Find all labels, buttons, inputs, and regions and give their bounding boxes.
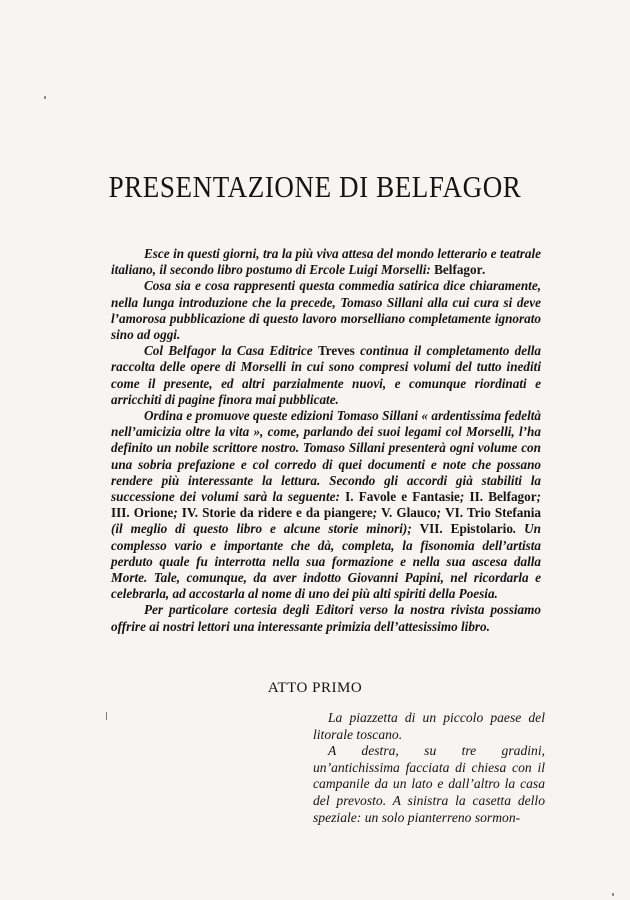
volume-title: II. Belfagor <box>469 489 537 505</box>
paper-speck <box>106 712 107 720</box>
upright-belfagor: Belfagor <box>434 262 483 278</box>
upright-treves: Treves <box>317 343 355 359</box>
volume-title: VII. Epistolario <box>419 521 513 537</box>
intro-paragraph-2: Cosa sia e cosa rappresenti questa commedia satirica dice chiaramente, nella lunga introduzione che la precede, Tomaso Sillani alla cui cura si deve l’amorosa pubblicazione di questo lavoro morselliano completamente ignorato sino ad oggi. <box>111 278 541 343</box>
act-title: ATTO PRIMO <box>267 680 363 696</box>
presentation-text <box>111 246 541 635</box>
page-title: PRESENTAZIONE DI BELFAGOR <box>108 170 522 204</box>
volume-title: VI. Trio Stefania <box>445 505 541 521</box>
intro-paragraph-4: Ordina e promuove queste edizioni Tomaso Sillani « ardentissima fedeltà nell’amicizia oltre la vita », come, parlando dei suoi legami col Morselli, l’ha definito un nobile scrittore nostro. Tomaso Sillani presenterà ogni volume con una sobria prefazione e col corredo di quei documenti e note che possano rendere più interessante la lettura. Secondo gli accordi già stabiliti la successione dei volumi sarà la seguente: I. Favole e Fantasie; II. Belfagor; III. Orione; IV. Storie da ridere e da piangere; V. Glauco; VI. Trio Stefania (il meglio di questo libro e alcune storie minori); VII. Epistolario. Un complesso vario e importante che dà, completa, la fisonomia dell’artista perduto quale fu interrotta nella sua formazione e nella sua ascesa dalla Morte. Tale, comunque, da aver indotto Giovanni Papini, nel ricordarla e celebrarla, ad accostarla al nome di uno dei più alti spiriti della Poesia. <box>111 408 542 602</box>
volume-title: V. Glauco <box>381 505 437 521</box>
intro-paragraph-1: Esce in questi giorni, tra la più viva attesa del mondo letterario e teatrale italiano, il secondo libro postumo di Ercole Luigi Morselli: Belfagor. <box>111 246 541 278</box>
paper-speck <box>44 96 46 99</box>
stage-direction-2: A destra, su tre gradini, un’antichissima facciata di chiesa con il campanile da un lato e dall’altro la casa del prevosto. A sinistra la casetta dello speziale: un solo pianterreno sormon- <box>313 743 545 825</box>
paper-speck <box>612 893 614 896</box>
intro-paragraph-5: Per particolare cortesia degli Editori verso la nostra rivista possiamo offrire ai nostri lettori una interessante primizia dell’attesissimo libro. <box>111 602 541 634</box>
volume-title: IV. Storie da ridere e da piangere <box>181 505 373 521</box>
volume-title: III. Orione <box>111 505 174 521</box>
stage-directions <box>313 710 545 826</box>
stage-direction-1: La piazzetta di un piccolo paese del litorale toscano. <box>313 710 545 742</box>
intro-paragraph-3: Col Belfagor la Casa Editrice Treves continua il completamento della raccolta delle opere di Morselli in cui sono compresi volumi del tutto inediti come il presente, ed altri parzialmente nuovi, e comunque riordinati e arricchiti di pagine finora mai pubblicate. <box>111 343 542 407</box>
volume-title: I. Favole e Fantasie <box>345 489 460 505</box>
